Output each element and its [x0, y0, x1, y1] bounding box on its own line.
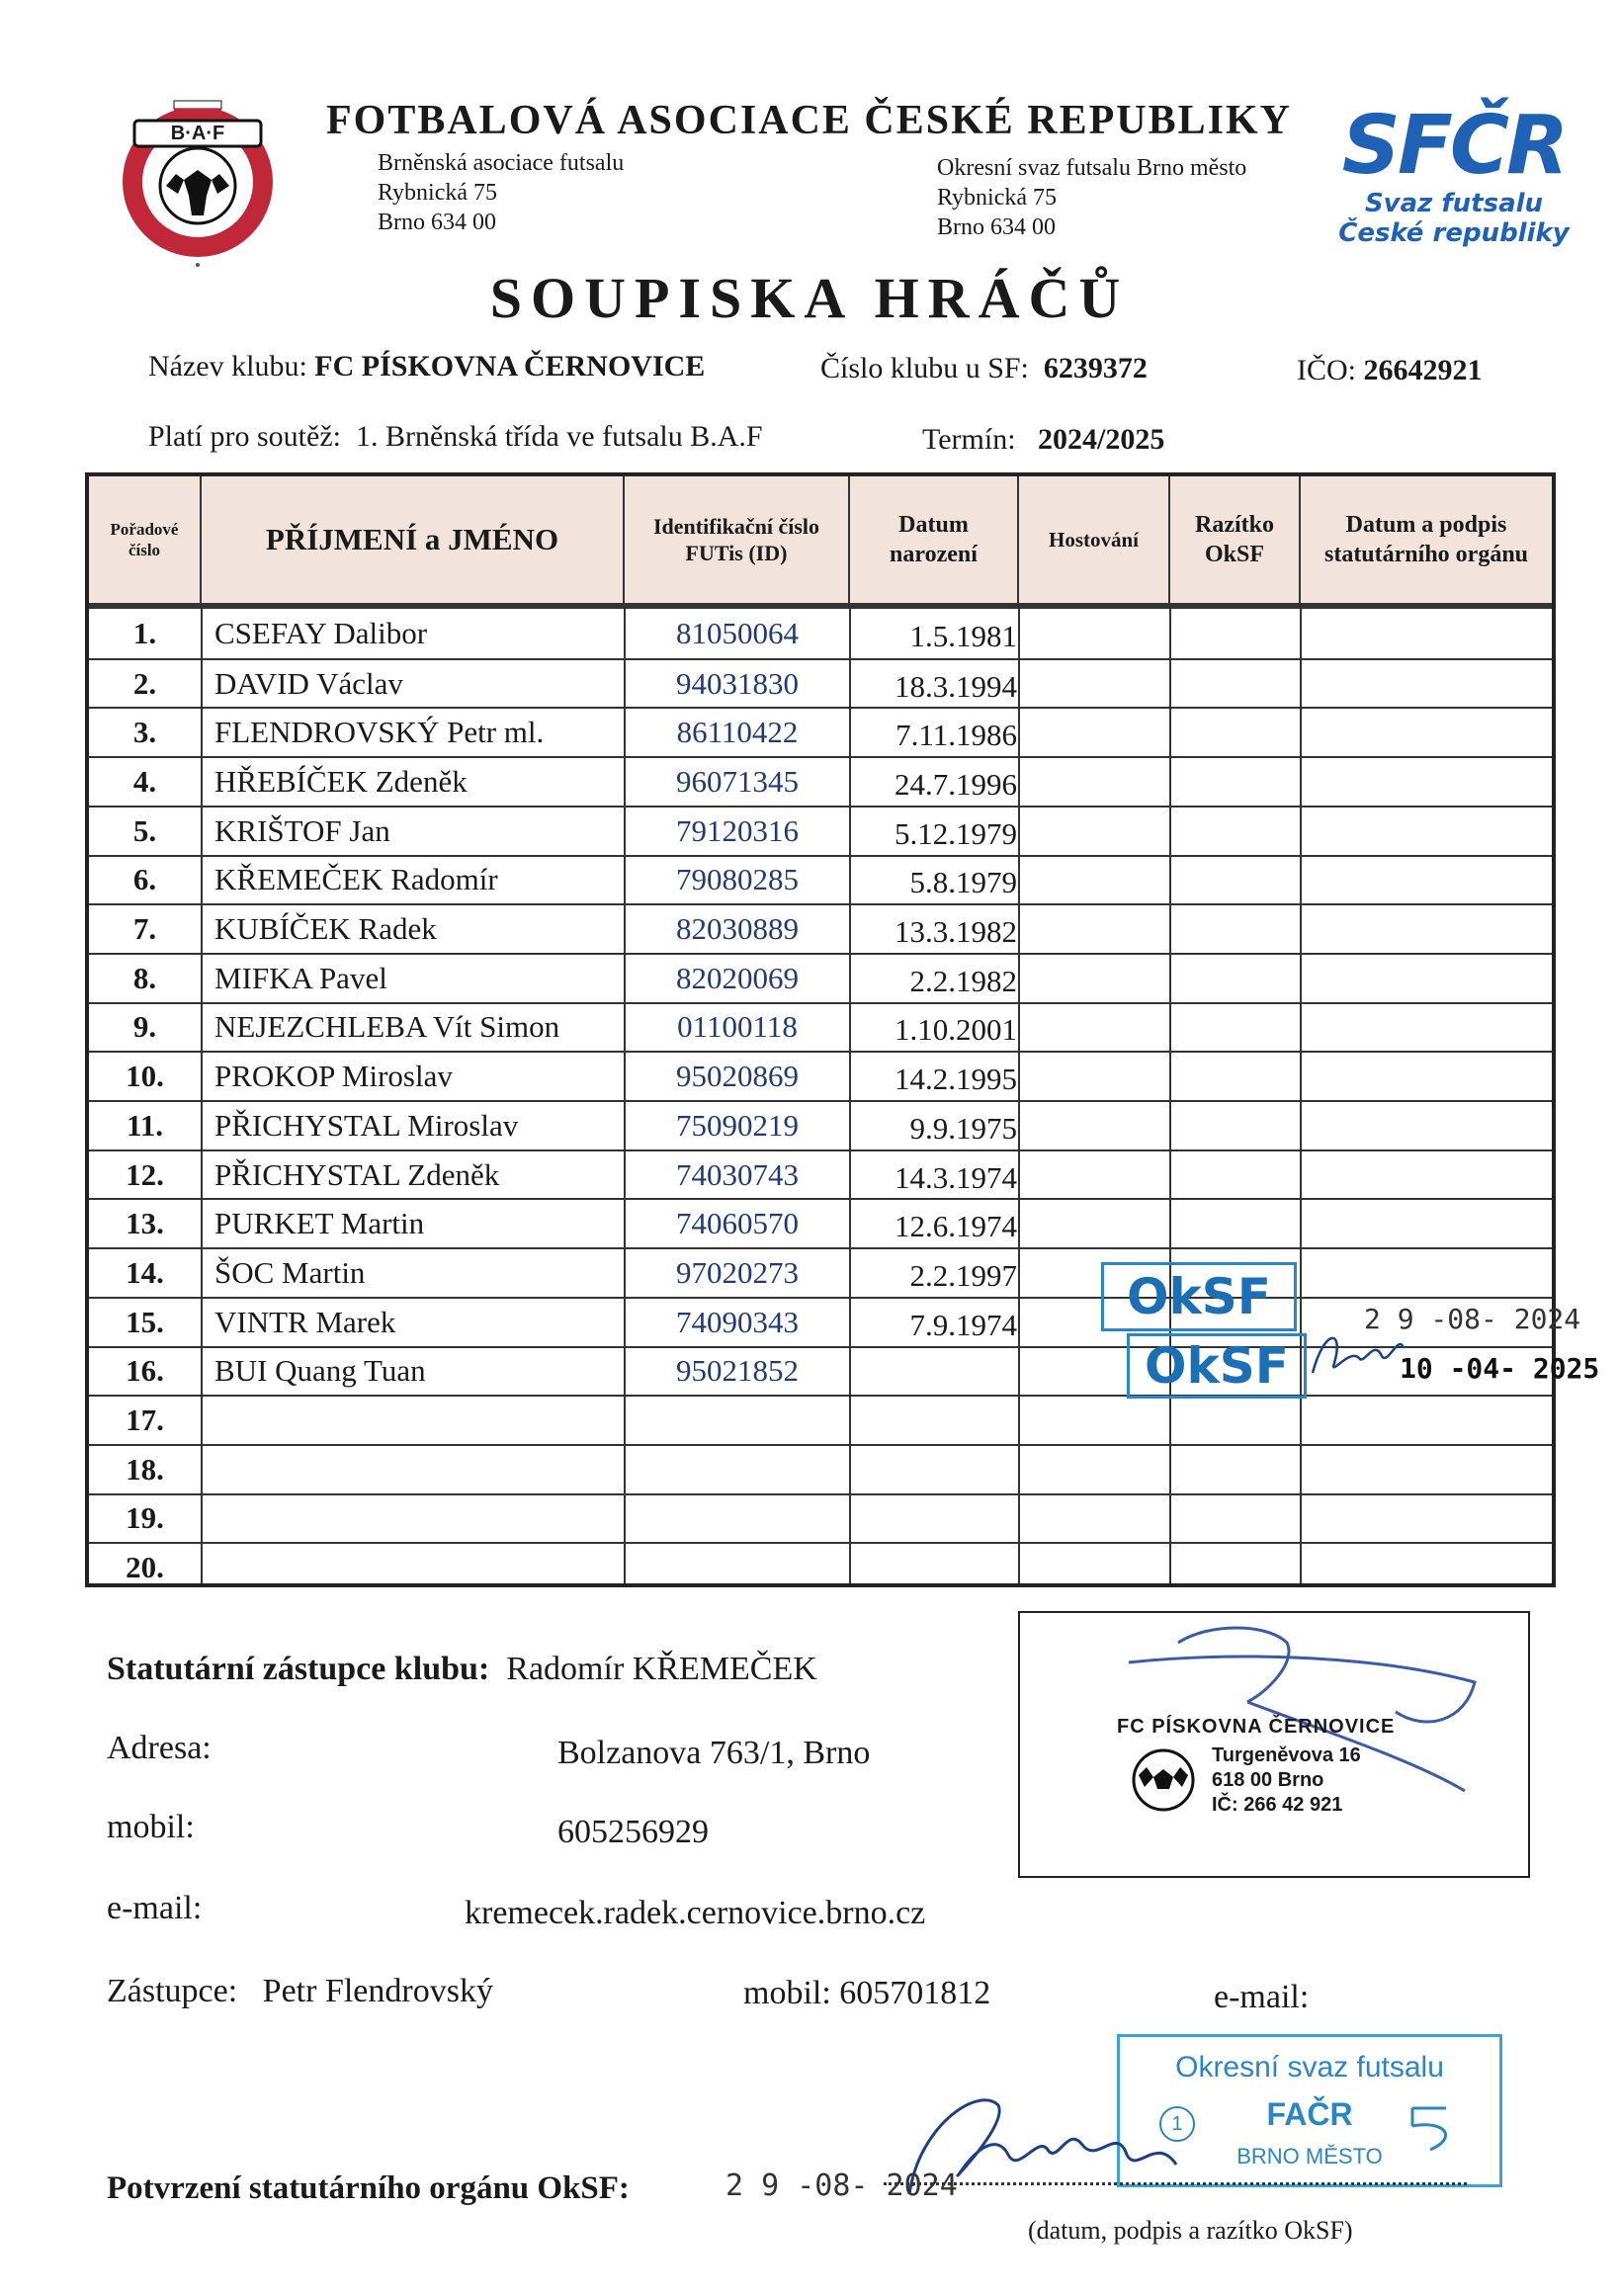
- competition-name: 1. Brněnská třída ve futsalu B.A.F: [355, 420, 763, 453]
- column-divider: [624, 609, 626, 1583]
- player-name: PURKET Martin: [214, 1206, 425, 1241]
- player-id: 82020069: [676, 960, 799, 995]
- player-dob: 5.12.1979: [895, 815, 1017, 851]
- club-stamp-line3: 618 00 Brno: [1212, 1769, 1324, 1791]
- player-name: KRIŠTOF Jan: [214, 812, 390, 848]
- player-id: 82030889: [676, 911, 799, 947]
- club-ico: 26642921: [1363, 354, 1483, 386]
- club-ico-label: IČO:: [1297, 354, 1356, 386]
- table-row: [89, 1493, 1552, 1543]
- player-name: NEJEZCHLEBA Vít Simon: [214, 1009, 560, 1045]
- header-id: [625, 476, 850, 603]
- federation-title: FOTBALOVÁ ASOCIACE ČESKÉ REPUBLIKY: [326, 98, 1293, 143]
- player-id: 75090219: [676, 1107, 799, 1143]
- row-number: 20.: [126, 1550, 164, 1585]
- mobile-label: mobil:: [107, 1809, 195, 1845]
- player-dob: [850, 1495, 1017, 1543]
- row-number: 15.: [126, 1304, 164, 1339]
- club-stamp-address: [1212, 1743, 1361, 1818]
- header-stamp: [1170, 476, 1301, 603]
- row-number: 19.: [126, 1500, 164, 1536]
- row-number: 14.: [126, 1254, 164, 1290]
- row-number: 6.: [132, 862, 157, 897]
- table-row: [89, 806, 1552, 855]
- confirmation-caption: (datum, podpis a razítko OkSF): [1028, 2216, 1353, 2245]
- player-id: 81050064: [676, 615, 799, 650]
- club-stamp-line1: FC PÍSKOVNA ČERNOVICE: [1117, 1716, 1396, 1738]
- player-id: 74090343: [676, 1304, 799, 1339]
- player-name: VINTR Marek: [214, 1304, 396, 1339]
- player-id: 96071345: [676, 763, 799, 799]
- player-dob: [850, 1446, 1017, 1493]
- oksf-stamp-line1: Okresní svaz futsalu: [1175, 2051, 1444, 2083]
- sfcr-logo: [1321, 99, 1587, 248]
- row-number: 9.: [132, 1009, 157, 1045]
- oksf-stamp-2025: OkSF: [1127, 1333, 1307, 1399]
- deputy-label: Zástupce:: [107, 1973, 238, 2009]
- table-body: [89, 609, 1552, 1583]
- player-dob: [850, 1348, 1017, 1396]
- table-row: [89, 1149, 1552, 1199]
- column-divider: [849, 609, 851, 1583]
- player-id: 95021852: [676, 1353, 799, 1389]
- row-number: 8.: [132, 960, 157, 995]
- document-title: SOUPISKA HRÁČŮ: [489, 266, 1130, 330]
- player-id: 97020273: [676, 1254, 799, 1290]
- player-id: 79080285: [676, 862, 799, 897]
- oksf-stamp-line2: FAČR: [1266, 2096, 1353, 2132]
- player-name: FLENDROVSKÝ Petr ml.: [214, 715, 545, 750]
- table-row: [89, 1002, 1552, 1052]
- table-row: [89, 953, 1552, 1002]
- player-name: MIFKA Pavel: [214, 960, 387, 995]
- club-name-row: [148, 350, 705, 383]
- left-address-line: Rybnická 75: [378, 180, 498, 206]
- left-address-line: Brněnská asociace futsalu: [378, 150, 625, 176]
- oksf-stamp-line3: BRNO MĚSTO: [1236, 2144, 1383, 2168]
- row-number: 4.: [132, 763, 157, 799]
- column-divider: [1169, 609, 1171, 1583]
- signature-icon: [1305, 1318, 1413, 1388]
- player-id: 95020869: [676, 1059, 799, 1094]
- table-row: [89, 756, 1552, 806]
- oksf-stamp-2024: OkSF: [1101, 1262, 1297, 1331]
- club-stamp-line4: IČ: 266 42 921: [1212, 1794, 1343, 1816]
- left-address-line: Brno 634 00: [378, 210, 496, 235]
- player-id: [625, 1544, 850, 1591]
- header-order: [89, 476, 202, 603]
- player-dob: [850, 1544, 1017, 1591]
- facr-logo-icon: [1406, 2102, 1466, 2156]
- player-dob: 24.7.1996: [895, 766, 1017, 802]
- table-row: [89, 1542, 1552, 1591]
- club-number-row: [820, 352, 1148, 385]
- player-id: 74060570: [676, 1206, 799, 1241]
- sfcr-logo-line1: Svaz futsalu: [1364, 189, 1544, 218]
- player-name: PŘICHYSTAL Zdeněk: [214, 1156, 500, 1192]
- header-order-line: Pořadové: [110, 519, 179, 539]
- club-name: FC PÍSKOVNA ČERNOVICE: [314, 350, 706, 383]
- table-row: [89, 658, 1552, 708]
- player-dob: 2.2.1997: [909, 1257, 1017, 1293]
- player-dob: 5.8.1979: [909, 865, 1017, 900]
- player-id: [625, 1397, 850, 1444]
- player-name: KŘEMEČEK Radomír: [214, 862, 498, 897]
- roster-table: [85, 472, 1600, 1587]
- header-dob-line: Datum: [898, 512, 969, 538]
- email-value: kremecek.radek.cernovice.brno.cz: [465, 1895, 926, 1931]
- term-value: 2024/2025: [1038, 423, 1165, 456]
- signature-line: [884, 2182, 1467, 2185]
- deputy-mobile-label: mobil:: [743, 1975, 831, 2011]
- deputy-mobile-row: [743, 1975, 990, 2012]
- player-dob: 1.10.2001: [895, 1012, 1017, 1048]
- row-number: 16.: [126, 1353, 164, 1389]
- representative-row: [107, 1651, 817, 1688]
- competition-row: [148, 420, 763, 454]
- stamp-date-2024: 2 9 -08- 2024: [1364, 1303, 1581, 1335]
- deputy-name: Petr Flendrovský: [262, 1973, 493, 2009]
- address-label: Adresa:: [107, 1730, 212, 1766]
- player-id: [625, 1495, 850, 1543]
- header-signature: [1301, 476, 1552, 603]
- club-name-label: Název klubu:: [148, 350, 307, 383]
- player-dob: 14.2.1995: [895, 1062, 1017, 1097]
- table-row: [89, 1198, 1552, 1247]
- header-dob: [850, 476, 1019, 603]
- club-number-label: Číslo klubu u SF:: [820, 352, 1029, 384]
- column-divider: [201, 609, 203, 1583]
- club-number: 6239372: [1043, 352, 1148, 384]
- club-stamp-line2: Turgeněvova 16: [1212, 1744, 1361, 1766]
- club-ico-row: [1297, 354, 1483, 387]
- player-name: HŘEBÍČEK Zdeněk: [214, 763, 468, 799]
- header-signature-line: Datum a podpis: [1345, 512, 1507, 538]
- player-name: PŘICHYSTAL Miroslav: [214, 1107, 519, 1143]
- player-id: 79120316: [676, 812, 799, 848]
- header-guest: Hostování: [1019, 476, 1170, 603]
- player-dob: 1.5.1981: [909, 618, 1017, 653]
- player-name: PROKOP Miroslav: [214, 1059, 453, 1094]
- player-dob: 9.9.1975: [909, 1110, 1017, 1146]
- row-number: 3.: [132, 715, 157, 750]
- deputy-mobile: 605701812: [839, 1975, 991, 2011]
- row-number: 11.: [126, 1107, 164, 1143]
- player-dob: 12.6.1974: [895, 1209, 1017, 1244]
- player-dob: 13.3.1982: [895, 914, 1017, 950]
- player-id: 74030743: [676, 1156, 799, 1192]
- table-row: [89, 1051, 1552, 1100]
- representative-label: Statutární zástupce klubu:: [107, 1651, 490, 1687]
- confirmation-row: [107, 2170, 630, 2207]
- term-row: [922, 423, 1164, 457]
- table-row: [89, 1100, 1552, 1149]
- table-row: [89, 855, 1552, 904]
- row-number: 5.: [132, 812, 157, 848]
- table-row: [89, 1247, 1552, 1297]
- stamp-date-2025: 10 -04- 2025: [1400, 1352, 1600, 1385]
- player-name: KUBÍČEK Radek: [214, 911, 437, 947]
- table-row: [89, 1444, 1552, 1493]
- player-dob: 14.3.1974: [895, 1159, 1017, 1195]
- email-label: e-mail:: [107, 1890, 203, 1926]
- player-dob: 18.3.1994: [895, 668, 1017, 704]
- sfcr-logo-line2: České republiky: [1338, 218, 1570, 248]
- player-id: 01100118: [677, 1009, 798, 1045]
- sfcr-logo-text: SFČR: [1341, 99, 1567, 193]
- right-address-line: Rybnická 75: [937, 185, 1058, 211]
- right-address-line: Brno 634 00: [937, 214, 1056, 240]
- row-number: 2.: [132, 665, 157, 701]
- player-name: DAVID Václav: [214, 665, 403, 701]
- table-row: [89, 1395, 1552, 1444]
- player-id: [625, 1446, 850, 1493]
- club-stamp-box: [1018, 1611, 1530, 1878]
- confirmation-date: 2 9 -08- 2024: [725, 2168, 958, 2203]
- baf-logo-text: B·A·F: [170, 123, 225, 144]
- baf-logo: [117, 91, 279, 271]
- header-stamp-line: Razítko: [1195, 512, 1274, 538]
- header-name: PŘÍJMENÍ a JMÉNO: [202, 476, 625, 603]
- deputy-row: [107, 1973, 493, 2010]
- player-dob: 7.11.1986: [895, 718, 1017, 753]
- header-dob-line: narození: [890, 542, 978, 567]
- oksf-stamp-number: 1: [1159, 2106, 1195, 2142]
- table-row: [89, 609, 1552, 658]
- football-icon: [1131, 1747, 1196, 1813]
- player-name: BUI Quang Tuan: [214, 1353, 426, 1389]
- column-divider: [1300, 609, 1302, 1583]
- address-value: Bolzanova 763/1, Brno: [557, 1735, 871, 1771]
- left-address: [378, 148, 624, 237]
- header-id-line: Identifikační číslo: [652, 513, 820, 539]
- term-label: Termín:: [922, 423, 1016, 456]
- player-dob: [850, 1397, 1017, 1444]
- row-number: 7.: [132, 911, 157, 947]
- competition-label: Platí pro soutěž:: [148, 420, 341, 453]
- row-number: 12.: [126, 1156, 164, 1192]
- player-id: 86110422: [676, 715, 799, 750]
- header-order-line: číslo: [128, 541, 161, 559]
- mobile-value: 605256929: [557, 1814, 709, 1850]
- player-dob: 2.2.1982: [909, 963, 1017, 998]
- row-number: 17.: [126, 1403, 164, 1438]
- right-address-line: Okresní svaz futsalu Brno město: [937, 155, 1247, 181]
- representative-name: Radomír KŘEMEČEK: [506, 1651, 817, 1687]
- row-number: 10.: [126, 1059, 164, 1094]
- confirmation-label: Potvrzení statutárního orgánu OkSF:: [107, 2170, 630, 2206]
- player-id: 94031830: [676, 665, 799, 701]
- player-dob: 7.9.1974: [909, 1307, 1017, 1342]
- header-id-line: FUTis (ID): [685, 541, 788, 565]
- header-stamp-line: OkSF: [1204, 542, 1265, 567]
- row-number: 13.: [126, 1206, 164, 1241]
- table-row: [89, 707, 1552, 756]
- player-name: CSEFAY Dalibor: [214, 615, 428, 650]
- column-divider: [1018, 609, 1020, 1583]
- player-name: ŠOC Martin: [214, 1254, 366, 1290]
- right-address: [937, 153, 1246, 242]
- deputy-email-label: e-mail:: [1214, 1979, 1310, 2015]
- row-number: 1.: [132, 615, 157, 650]
- header-signature-line: statutárního orgánu: [1323, 542, 1529, 567]
- table-row: [89, 903, 1552, 953]
- row-number: 18.: [126, 1451, 164, 1487]
